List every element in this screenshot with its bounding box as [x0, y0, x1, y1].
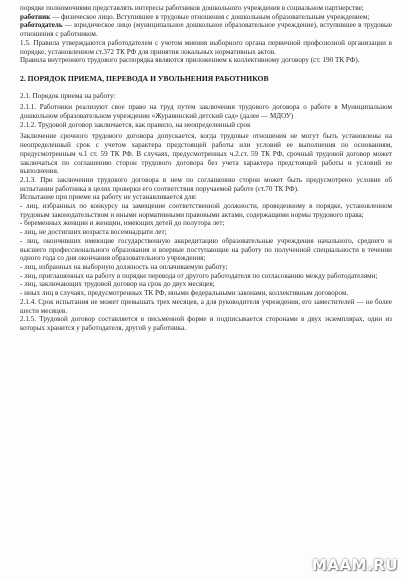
- list-item: - лиц, окончивших имеющие государственную аккредитацию образовательные учреждения начального, среднего и высшего профессионального образования и впервые поступающие на работу по полученной специальности в течении одного года со дня окончания образовательного учреждения;: [20, 236, 392, 263]
- list-item: - иных лиц в случаях, предусмотренных ТК РФ, иными федеральными законами, коллективным договором.: [20, 289, 349, 298]
- site-watermark: MAAM.RU: [312, 556, 398, 574]
- paragraph: 2.1.5. Трудовой договор составляется в письменной форме и подписывается сторонами в двух экземплярах, один из которых хранится у работодателя, другой у работника.: [20, 315, 392, 332]
- list-item: - лиц, избранных по конкурсу на замещение соответственной должности, проведенному в порядке, установленном трудовым законодательством и иными нормативными правовыми актами, содержащими нормы трудового права;: [20, 202, 392, 219]
- list-item: - лиц, заключающих трудовой договор на срок до двух месяцев;: [20, 280, 215, 289]
- definition-text: — физическое лицо. Вступившее в трудовые отношения с дошкольным образовательным учреждением;: [52, 12, 370, 21]
- list-item: - беременных женщин и женщин, имеющих детей до полутора лет;: [20, 219, 225, 228]
- text-line: порядке полномочиями представлять интересы работников дошкольного учреждения в социальном партнерстве;: [20, 4, 364, 12]
- definition-text: — юридическое лицо (муниципальное дошкольное образовательное учреждение), вступившее в трудовые отношения с работником.: [20, 21, 392, 39]
- term-employer: работодатель: [20, 21, 63, 30]
- paragraph: Правила внутреннего трудового распорядка являются приложением к коллективному договору (ст. 190 ТК РФ).: [20, 56, 360, 65]
- paragraph: 1.5. Правила утверждаются работодателем с учетом мнения выборного органа первичной профсоюзной организации в порядке, установленном ст.372 ТК РФ для принятия локальных нормативных актов.: [20, 38, 392, 56]
- list-item: - лиц, избранных на выборную должность на оплачиваемую работу;: [20, 262, 228, 271]
- paragraph: Заключение срочного трудового договора допускается, когда трудовые отношения не могут быть установлены на неопределенный срок с учетом характера предстоящей работы или условий ее выполнения по основаниям, предусмотренным ч.1 ст. 59 ТК РФ. В случаях, предусмотренных ч.2.ст. 59 ТК РФ, срочный трудовой договор может заключаться по соглашению сторон трудового договора без учета характера предстоящей работы и условий ее выполнения.: [20, 132, 392, 176]
- section-title: 2. ПОРЯДОК ПРИЕМА, ПЕРЕВОДА И УВОЛЬНЕНИЯ РАБОТНИКОВ: [20, 73, 269, 83]
- paragraph: 2.1.2. Трудовой договор заключается, как правило, на неопределенный срок: [20, 120, 251, 129]
- definition-worker: [20, 13, 392, 22]
- paragraph: 2.1.3. При заключении трудового договора в нем по соглашению сторон может быть предусмотрено условие об испытании работника в целях проверки его соответствия поручаемой работе (ст.70 ТК РФ).: [20, 175, 392, 193]
- paragraph: 2.1.1. Работники реализуют свое право на труд путем заключения трудового договора о работе в Муниципальном дошкольном образовательном учреждении «Журавинский детский сад» (далее — МДОУ): [20, 103, 392, 121]
- paragraph: Испытание при приеме на работу не устанавливается для:: [20, 193, 197, 202]
- paragraph: 2.1. Порядок приема на работу:: [20, 91, 116, 100]
- paragraph: 2.1.4. Срок испытания не может превышать трех месяцев, а для руководителя учреждения, его заместителей — не более шести месяцев.: [20, 297, 392, 315]
- definition-employer: [20, 21, 392, 38]
- term-worker: работник: [20, 12, 51, 21]
- document-body: [20, 4, 392, 333]
- list-item: - лиц, не достигших возраста восемнадцати лет;: [20, 228, 167, 237]
- list-item: - лиц, приглашенных на работу в порядке перевода от другого работодателя по согласованию между работодателями;: [20, 271, 378, 280]
